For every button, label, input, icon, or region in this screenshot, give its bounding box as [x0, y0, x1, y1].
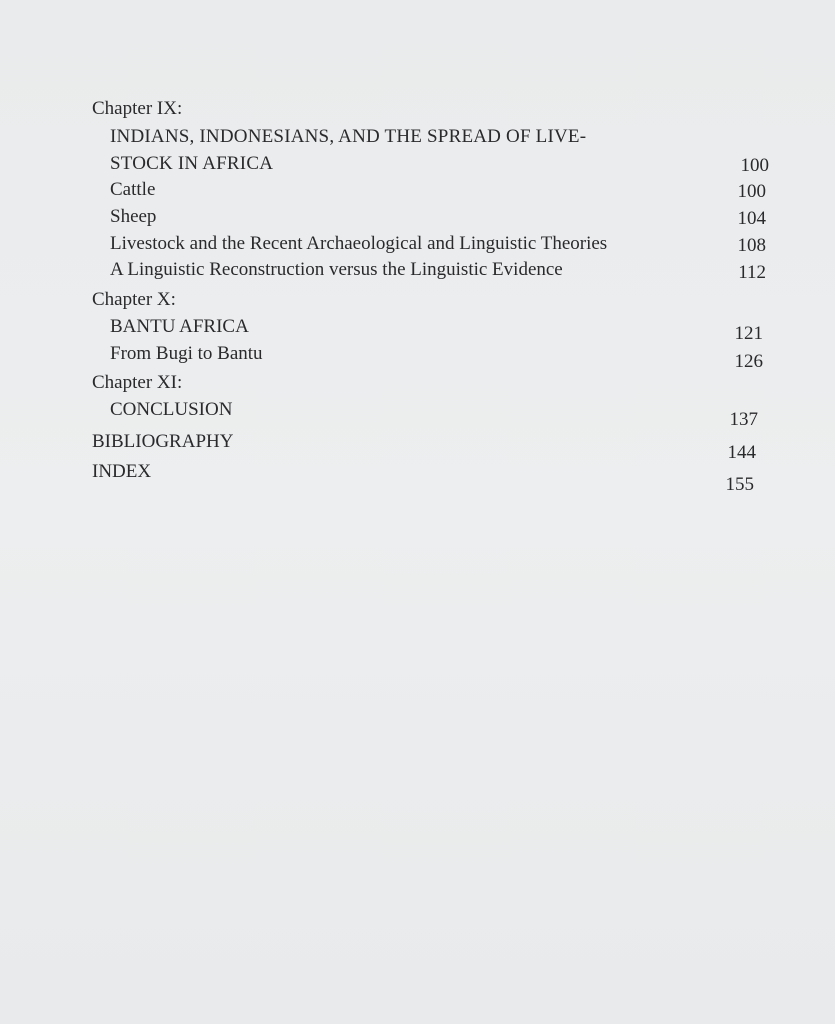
- chapter-title: BANTU AFRICA: [110, 316, 249, 337]
- page-number: 137: [729, 409, 758, 430]
- page-number: 100: [740, 155, 769, 176]
- page-number: 104: [737, 208, 766, 229]
- section-title: Cattle: [110, 179, 156, 200]
- page-number: 100: [737, 181, 766, 202]
- chapter-label: Chapter XI:: [92, 372, 183, 393]
- page-number: 108: [737, 235, 766, 256]
- section-title: Sheep: [110, 206, 157, 227]
- page-number: 112: [738, 262, 766, 283]
- section-title: Livestock and the Recent Archaeological and Linguistic Theories: [110, 233, 608, 254]
- chapter-label: Chapter IX:: [92, 98, 183, 119]
- page-number: 155: [725, 474, 754, 495]
- chapter-title-cont: STOCK IN AFRICA: [110, 153, 274, 174]
- page-number: 144: [727, 442, 756, 463]
- section-title: From Bugi to Bantu: [110, 343, 263, 364]
- index-entry: INDEX: [92, 461, 152, 482]
- chapter-title: CONCLUSION: [110, 399, 233, 420]
- page-number: 126: [734, 351, 763, 372]
- bibliography-entry: BIBLIOGRAPHY: [92, 431, 234, 452]
- section-title: A Linguistic Reconstruction versus the Linguistic Evidence: [110, 259, 563, 280]
- chapter-label: Chapter X:: [92, 289, 176, 310]
- page-number: 121: [734, 323, 763, 344]
- chapter-title: INDIANS, INDONESIANS, AND THE SPREAD OF LIVE-: [110, 126, 587, 147]
